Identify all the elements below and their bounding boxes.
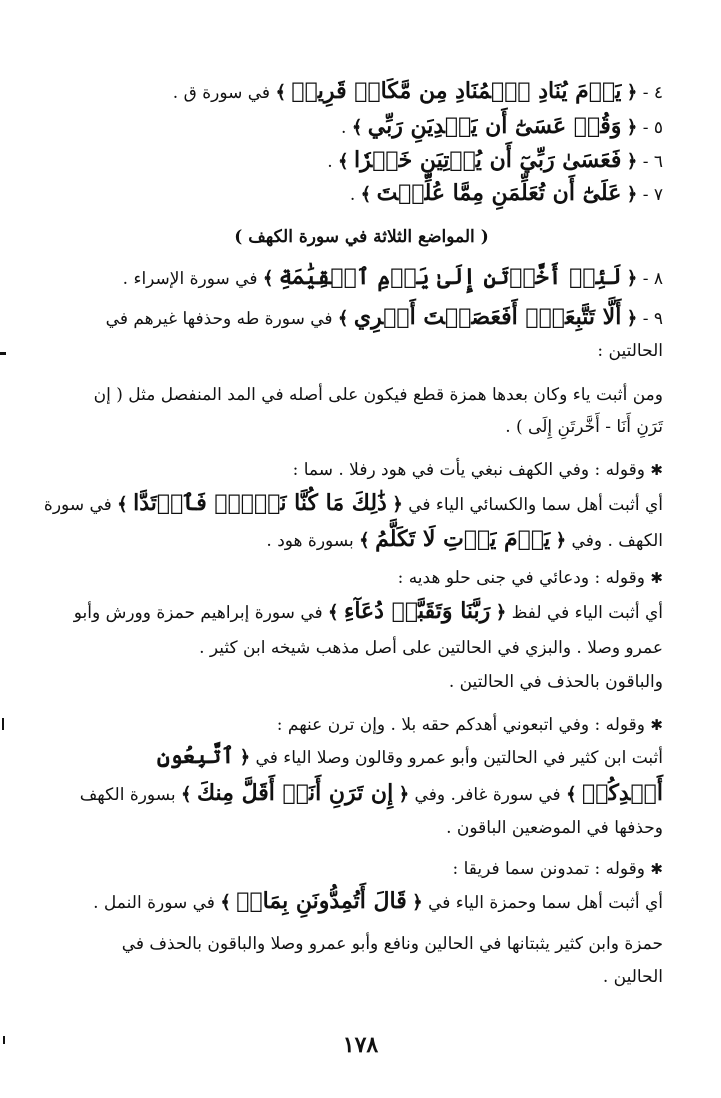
page-number: ١٧٨ [342, 1032, 379, 1058]
text-line: حمزة وابن كثير يثبتانها في الحالين ونافع وأبو عمرو وصلا والباقون بالحذف في [121, 934, 663, 954]
verse-note: في سورة ق . [172, 83, 276, 103]
commentary-line [60, 854, 663, 884]
text-line: عمرو وصلا . والبزي في الحالتين على أصل مذهب شيخه ابن كثير . [199, 638, 663, 658]
quran-verse: ٱتَّبِعُونِ [156, 743, 235, 769]
open-bracket: ﴿ [626, 268, 638, 289]
close-bracket: ﴾ [566, 784, 577, 805]
verse-line-8 [60, 262, 663, 294]
open-bracket: ﴿ [626, 184, 638, 205]
commentary-text: وقوله : وفي الكهف نبغي يأت في هود رفلا . سما : [292, 460, 651, 480]
commentary-text: وقوله : ودعائي في جنى حلو هديه : [397, 568, 651, 588]
quran-verse: ذَٰلِكَ مَا كُنَّا نَبۡغِۚ فَٱرۡتَدَّا [133, 490, 387, 516]
quran-verse: عَلَىٰٓ أَن تُعَلِّمَنِ مِمَّا عُلِّمۡتَ [376, 180, 622, 206]
verse-line-7 [60, 178, 663, 210]
text-line: تَرَنِ أَنَا - أَخَّرتَنِ إِلَى ) . [505, 417, 663, 437]
close-bracket: ﴾ [359, 530, 370, 551]
close-bracket: ﴾ [220, 892, 231, 913]
open-bracket: ﴿ [495, 602, 507, 623]
verse-note: في سورة طه وحذفها غيرهم في [105, 309, 338, 329]
open-bracket: ﴿ [392, 494, 403, 515]
text-before: أي أثبت الياء في لفظ [506, 603, 663, 623]
section-heading: ( المواضع الثلاثة في سورة الكهف ) [234, 227, 489, 247]
text-line: ومن أثبت ياء وكان بعدها همزة قطع فيكون على أصله في المد المنفصل مثل ( إن [93, 385, 663, 405]
quran-verse: فَعَسَىٰ رَبِّيٓ أَن يُؤۡتِيَنِ خَيۡرٗا [353, 147, 622, 173]
item-number: ٩ - [637, 309, 663, 329]
text-line [60, 778, 663, 810]
text-after: في سورة النمل . [93, 893, 221, 913]
commentary-text: وقوله : وفي اتبعوني أهدكم حقه بلا . وإن ترن عنهم : [276, 715, 651, 735]
star-icon: ✱ [650, 860, 663, 878]
item-number: ٥ - [637, 118, 663, 138]
open-bracket: ﴿ [626, 308, 638, 329]
text-line [60, 596, 663, 628]
text-line [60, 741, 663, 773]
verse-line-9 [60, 302, 663, 334]
verse-line-6 [60, 145, 663, 177]
quran-verse: أَهۡدِكُمۡ [582, 780, 663, 806]
open-bracket: ﴿ [626, 117, 638, 138]
text-after: بسورة هود . [266, 531, 360, 551]
quran-verse: إِن تَرَنِ أَنَا۠ أَقَلَّ مِنكَ [196, 780, 394, 806]
close-bracket: ﴾ [337, 308, 349, 329]
close-bracket: ﴾ [117, 494, 128, 515]
text-line [60, 886, 663, 918]
star-icon: ✱ [650, 716, 663, 734]
verse-note: في سورة الإسراء . [122, 269, 263, 289]
text-middle: في سورة غافر. وفي [409, 785, 567, 805]
text-before: الكهف . وفي [566, 531, 663, 551]
quran-verse: أَلَّا تَتَّبِعَنِۖ أَفَعَصَيۡتَ أَمۡرِي [353, 304, 622, 330]
text-before: أي أثبت أهل سما وحمزة الياء في [422, 893, 663, 913]
quran-verse: قَالَ أَتُمِدُّونَنِ بِمَالٖ [236, 888, 407, 914]
verse-note: . [341, 118, 352, 138]
open-bracket: ﴿ [239, 747, 251, 768]
text-before: أثبت ابن كثير في الحالتين وأبو عمرو وقالون وصلا الياء في [250, 748, 663, 768]
quran-verse: وَقُلۡ عَسَىٰٓ أَن يَهۡدِيَنِ رَبِّي [367, 113, 622, 139]
commentary-line [60, 455, 663, 485]
verse-note: . [349, 185, 361, 205]
commentary-line [60, 710, 663, 740]
edge-mark [2, 718, 4, 730]
verse-note: . [327, 152, 339, 172]
item-number: ٧ - [637, 185, 663, 205]
text-before: أي أثبت أهل سما والكسائي الياء في [402, 495, 663, 515]
quran-verse: رَبَّنَا وَتَقَبَّلۡ دُعَآءِ [343, 598, 491, 624]
item-number: ٨ - [637, 269, 663, 289]
edge-mark [3, 1036, 5, 1044]
commentary-line [60, 563, 663, 593]
close-bracket: ﴾ [262, 268, 274, 289]
text-after: في سورة [43, 495, 118, 515]
item-number: ٤ - [637, 83, 663, 103]
text-line: وحذفها في الموضعين الباقون . [446, 818, 663, 838]
open-bracket: ﴿ [555, 530, 567, 551]
quran-verse: يَوۡمَ يُنَادِ ٱلۡمُنَادِ مِن مَّكَانٖ قَرِيبٖ [291, 78, 622, 104]
close-bracket: ﴾ [328, 602, 339, 623]
text-after: بسورة الكهف [79, 785, 182, 805]
text-line: الحالتين : [597, 341, 663, 361]
text-line [60, 524, 663, 556]
star-icon: ✱ [650, 569, 663, 587]
open-bracket: ﴿ [398, 784, 410, 805]
open-bracket: ﴿ [626, 151, 638, 172]
quran-verse: لَئِنۡ أَخَّرۡتَنِ إِلَىٰ يَوۡمِ ٱلۡقِيَٰمَةِ [278, 264, 622, 290]
text-after: في سورة إبراهيم حمزة وورش وأبو [73, 603, 329, 623]
close-bracket: ﴾ [360, 184, 372, 205]
verse-line-4 [60, 76, 663, 108]
text-line: والباقون بالحذف في الحالتين . [448, 672, 663, 692]
star-icon: ✱ [650, 461, 663, 479]
text-line: الحالين . [602, 967, 663, 987]
close-bracket: ﴾ [338, 151, 349, 172]
verse-line-5 [60, 111, 663, 143]
open-bracket: ﴿ [412, 892, 423, 913]
close-bracket: ﴾ [275, 82, 286, 103]
edge-mark [0, 352, 6, 355]
text-line [43, 488, 663, 520]
item-number: ٦ - [637, 152, 663, 172]
close-bracket: ﴾ [181, 784, 192, 805]
close-bracket: ﴾ [351, 117, 363, 138]
commentary-text: وقوله : تمدونن سما فريقا : [452, 859, 651, 879]
quran-verse: يَوۡمَ يَأۡتِ لَا تَكَلَّمُ [375, 526, 551, 552]
open-bracket: ﴿ [626, 82, 638, 103]
